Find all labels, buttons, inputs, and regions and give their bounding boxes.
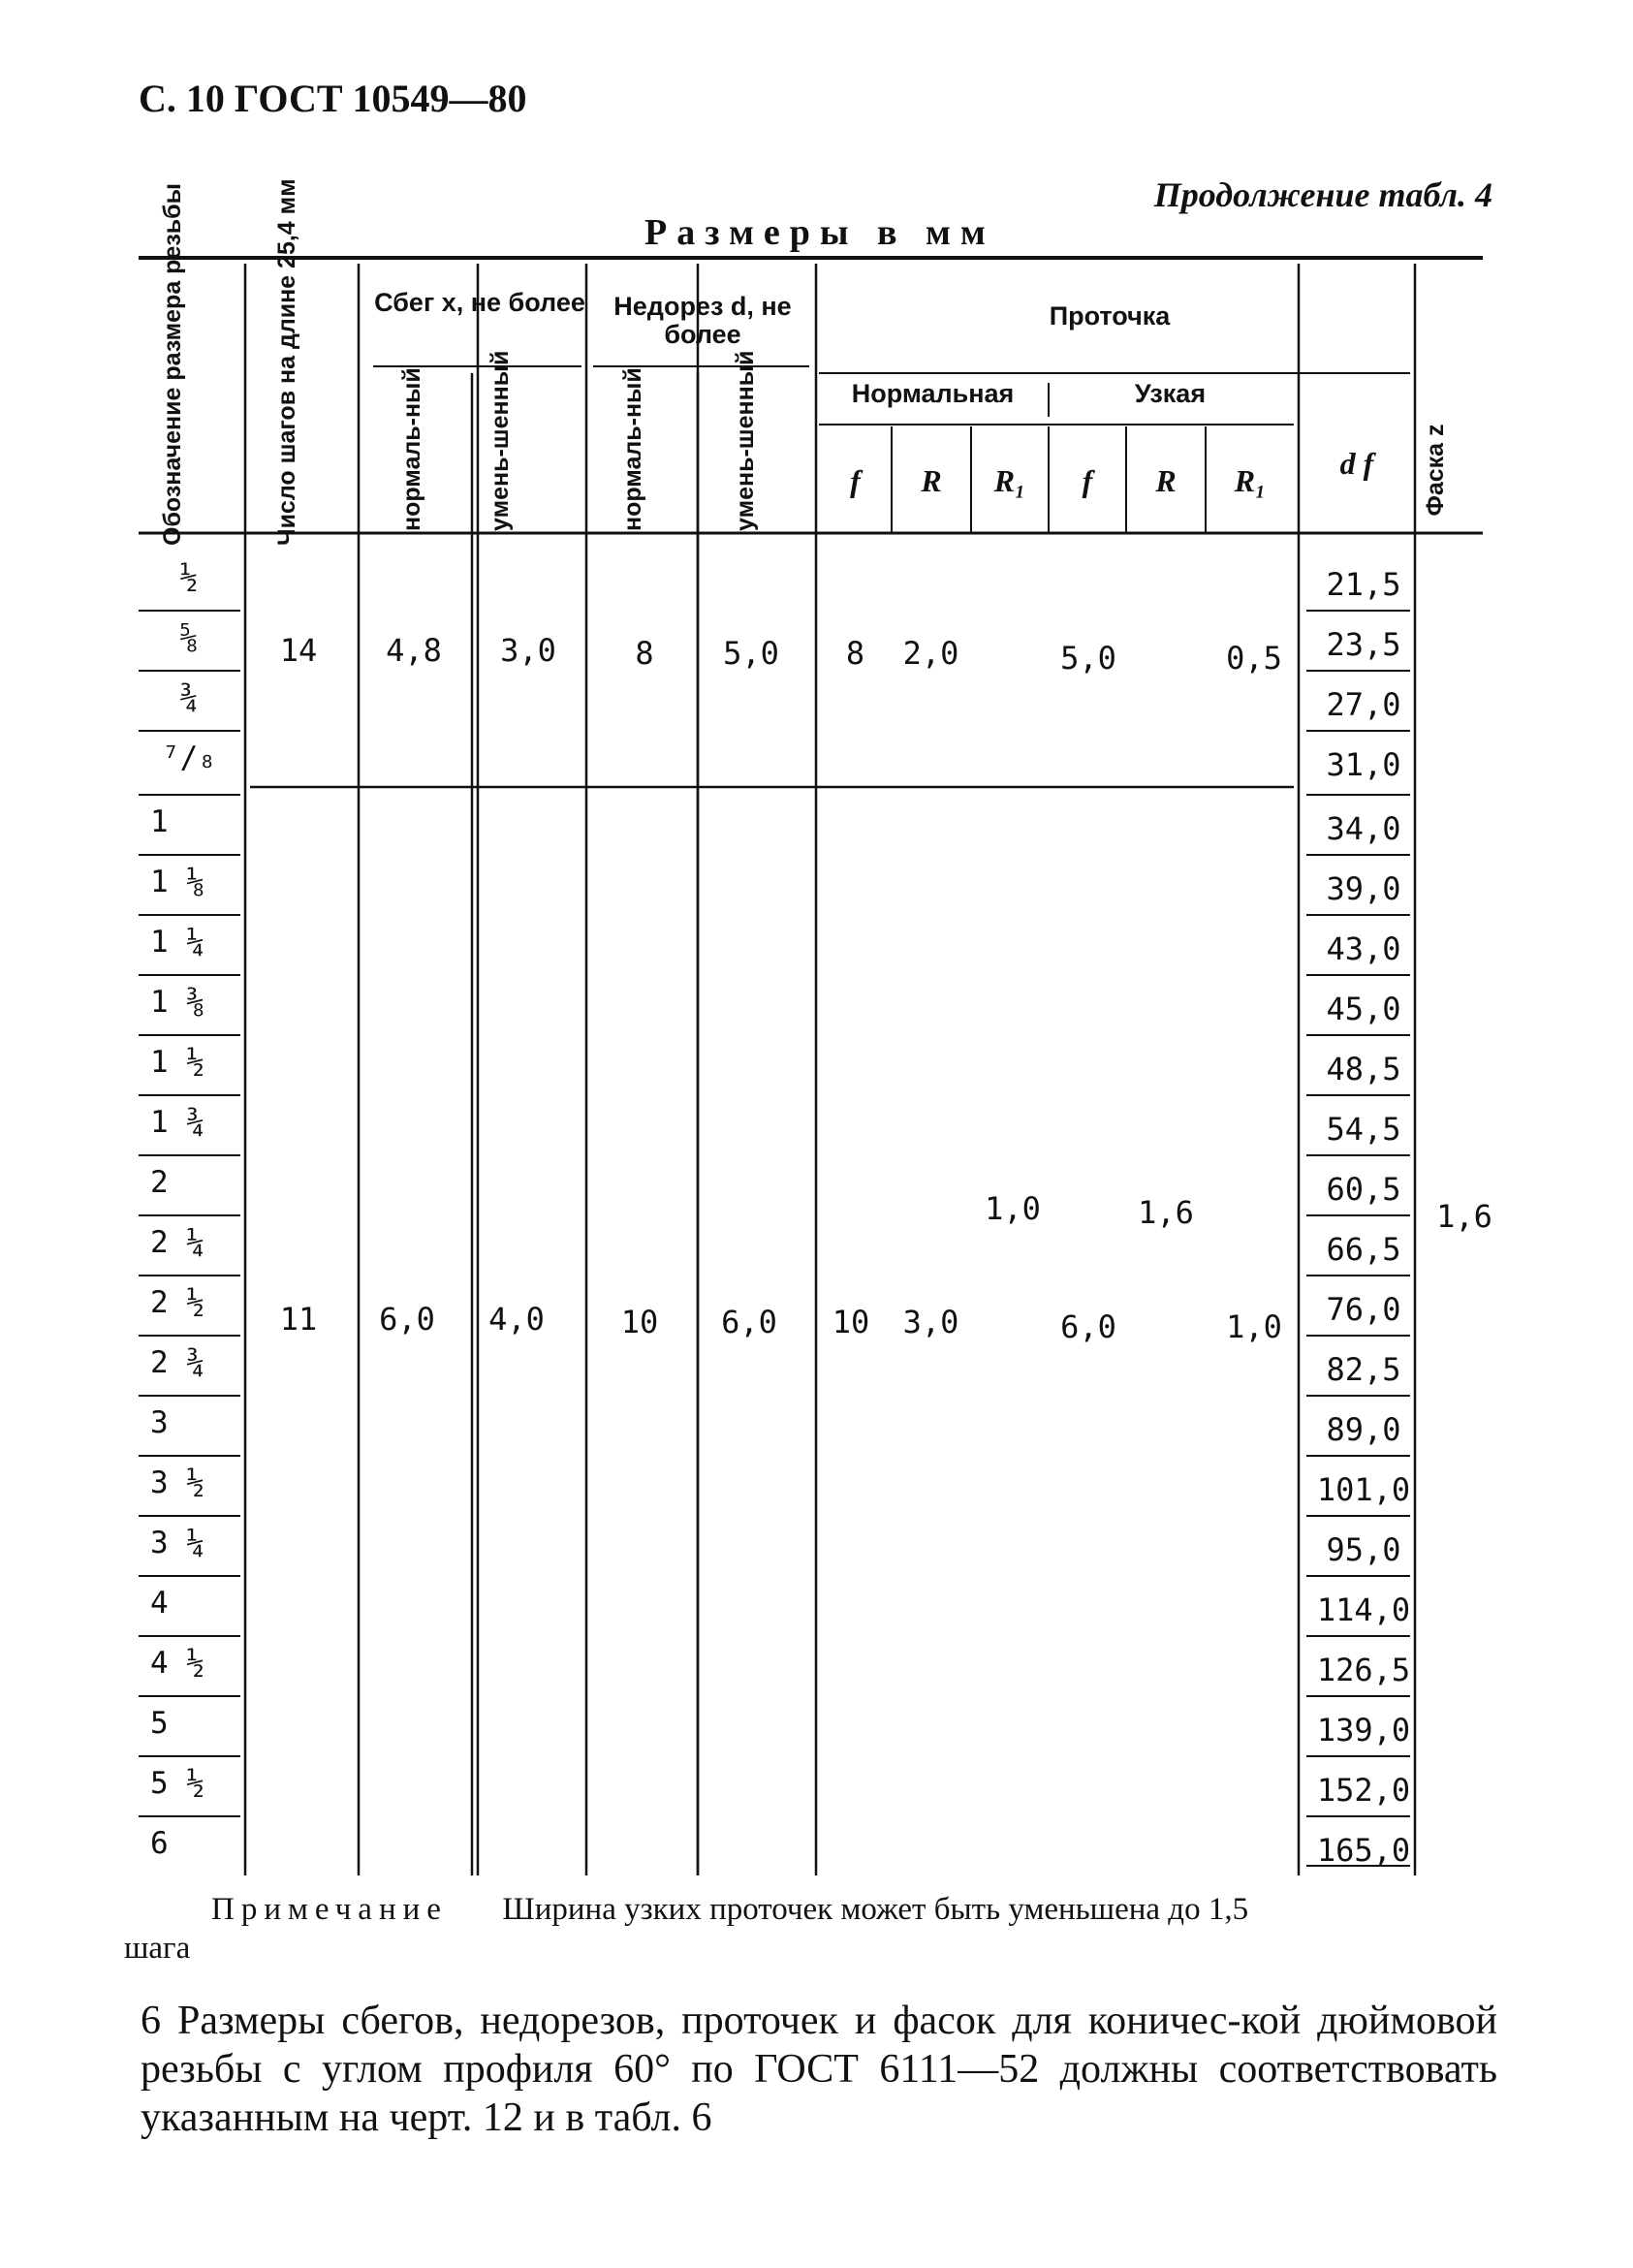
- undercut-reduced-group1: 5,0: [723, 635, 779, 672]
- thread-size-cell: 1 ⅛: [150, 865, 204, 899]
- header-R: R: [921, 463, 942, 498]
- header-groove-narrow: Узкая: [1134, 379, 1207, 408]
- thread-size-cell: ½: [179, 560, 199, 595]
- paragraph-6: 6 Размеры сбегов, недорезов, проточек и фасок для коничес-кой дюймовой резьбы с углом профиля 60° по ГОСТ 6111—52 должны соответствовать указанным на черт. 12 и в табл. 6: [141, 1999, 1497, 2140]
- narrow-R1-group1: 0,5: [1226, 640, 1282, 677]
- groove-f-group2: 10: [832, 1304, 870, 1340]
- groove-R-group2: 3,0: [902, 1304, 959, 1340]
- header-steps: Число шагов на длине 25,4 мм: [273, 178, 300, 546]
- header-groove-normal: Нормальная: [851, 379, 1015, 408]
- header-undercut: Недорез d, не более: [613, 292, 792, 349]
- groove-R-group1: 2,0: [902, 635, 959, 672]
- df-cell: 34,0: [1326, 810, 1401, 847]
- header-runout-normal: нормаль-ный: [398, 367, 425, 531]
- table-note-continued: шага: [124, 1931, 191, 1966]
- thread-size-cell: 4: [150, 1586, 169, 1621]
- narrow-R1-group2: 1,0: [1226, 1308, 1282, 1345]
- undercut-normal-group2: 10: [620, 1304, 659, 1340]
- steps-group1: 14: [279, 632, 318, 669]
- header-R1: R₁: [993, 463, 1026, 498]
- groove-f-group1: 8: [845, 635, 865, 672]
- header-f: f: [850, 463, 861, 498]
- thread-size-cell: 1 ⅜: [150, 985, 204, 1020]
- header-runout-reduced: умень-шенный: [487, 350, 514, 531]
- units-caption: Размеры в мм: [644, 212, 995, 253]
- df-cell: 39,0: [1326, 870, 1401, 907]
- df-cell: 54,5: [1326, 1111, 1401, 1148]
- thread-size-cell: 4 ½: [150, 1646, 204, 1681]
- df-cell: 60,5: [1326, 1171, 1401, 1208]
- thread-size-cell: 2 ½: [150, 1285, 204, 1320]
- runout-normal-group2: 6,0: [379, 1301, 435, 1338]
- thread-size-cell: 1 ¼: [150, 925, 204, 960]
- runout-reduced-group1: 3,0: [500, 632, 556, 669]
- df-cell: 82,5: [1326, 1351, 1401, 1388]
- df-cell: 101,0: [1316, 1471, 1411, 1508]
- df-cell: 31,0: [1326, 746, 1401, 783]
- thread-size-cell: 2: [150, 1165, 169, 1200]
- thread-size-cell: 5 ½: [150, 1766, 204, 1801]
- table-note: [211, 1890, 1495, 1929]
- df-cell: 76,0: [1326, 1291, 1401, 1328]
- note-text: Ширина узких проточек может быть уменьшена до 1,5: [502, 1892, 1249, 1927]
- runout-reduced-group2: 4,0: [488, 1301, 545, 1338]
- header-R1-narrow: R₁: [1234, 463, 1267, 498]
- groove-R1-normal: 1,0: [985, 1190, 1041, 1227]
- df-cell: 23,5: [1326, 626, 1401, 663]
- df-cell: 139,0: [1316, 1712, 1411, 1748]
- df-cell: 27,0: [1326, 686, 1401, 723]
- thread-size-cell: 3: [150, 1405, 169, 1440]
- header-f-narrow: f: [1082, 463, 1093, 498]
- header-groove: Проточка: [1049, 301, 1171, 331]
- df-cell: 89,0: [1326, 1411, 1401, 1448]
- narrow-R: 1,6: [1138, 1194, 1194, 1231]
- undercut-reduced-group2: 6,0: [721, 1304, 777, 1340]
- header-undercut-normal: нормаль-ный: [619, 367, 646, 531]
- df-cell: 48,5: [1326, 1051, 1401, 1087]
- header-R-narrow: R: [1155, 463, 1177, 498]
- thread-size-cell: 3 ¼: [150, 1526, 204, 1560]
- runout-normal-group1: 4,8: [386, 632, 442, 669]
- df-cell: 95,0: [1326, 1531, 1401, 1568]
- header-df: d f: [1339, 446, 1374, 481]
- thread-size-cell: 2 ¼: [150, 1225, 204, 1260]
- header-undercut-reduced: умень-шенный: [732, 350, 759, 531]
- thread-size-cell: 6: [150, 1826, 169, 1861]
- thread-size-cell: 3 ½: [150, 1465, 204, 1500]
- thread-size-cell: 1 ½: [150, 1045, 204, 1080]
- df-cell: 66,5: [1326, 1231, 1401, 1268]
- df-cell: 165,0: [1316, 1832, 1411, 1869]
- thread-size-cell: ¾: [179, 680, 199, 715]
- header-chamfer: Фаска z: [1422, 424, 1449, 517]
- df-cell: 126,5: [1316, 1652, 1411, 1688]
- note-label: Примечание: [211, 1892, 448, 1927]
- thread-size-cell: 1: [150, 804, 169, 839]
- thread-size-cell: 1 ¾: [150, 1105, 204, 1140]
- chamfer-value: 1,6: [1436, 1198, 1492, 1235]
- thread-size-cell: ⅝: [179, 620, 199, 655]
- thread-size-cell: ⁷/₈: [162, 740, 216, 775]
- table-continuation-label: Продолжение табл. 4: [1153, 175, 1492, 214]
- df-cell: 45,0: [1326, 991, 1401, 1027]
- df-cell: 21,5: [1326, 566, 1401, 603]
- thread-size-cell: 5: [150, 1706, 169, 1741]
- steps-group2: 11: [279, 1301, 318, 1338]
- df-cell: 114,0: [1316, 1591, 1411, 1628]
- page-header: С. 10 ГОСТ 10549—80: [139, 77, 527, 120]
- narrow-f-group1: 5,0: [1060, 640, 1116, 677]
- header-runout: Сбег x, не более: [374, 288, 585, 317]
- header-designation: Обозначение размера резьбы: [159, 183, 186, 546]
- undercut-normal-group1: 8: [635, 635, 654, 672]
- narrow-f-group2: 6,0: [1060, 1308, 1116, 1345]
- df-cell: 152,0: [1316, 1772, 1411, 1809]
- thread-size-cell: 2 ¾: [150, 1345, 204, 1380]
- df-cell: 43,0: [1326, 930, 1401, 967]
